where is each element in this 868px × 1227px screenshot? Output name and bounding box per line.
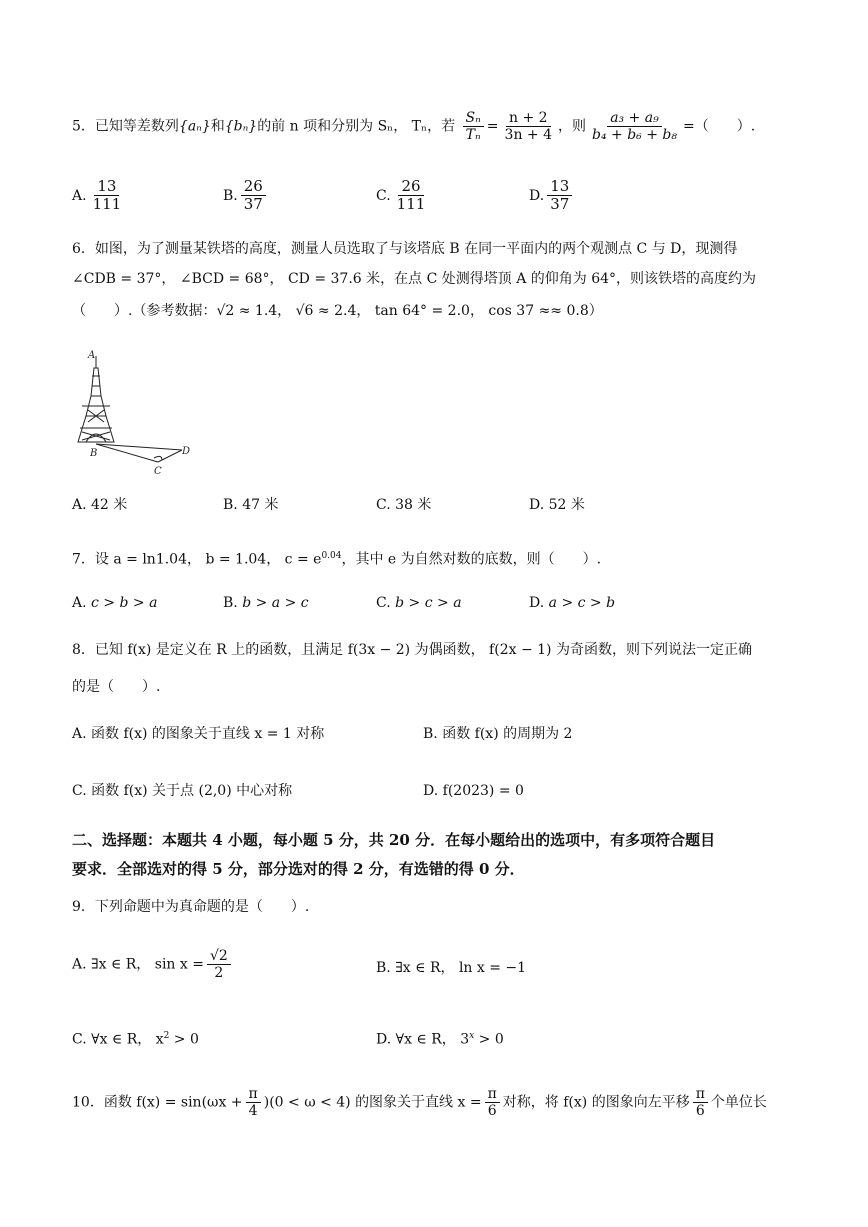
q9-option-b-label: B. <box>376 960 391 976</box>
q5-ask-fraction <box>589 110 680 143</box>
q10-text-b: )(0 < ω < 4) 的图象关于直线 x = <box>263 1094 482 1111</box>
q9-option-c-text: ∀x ∈ R， x <box>91 1031 164 1048</box>
q7-option-b-label: B. <box>223 595 238 611</box>
q10-text-a: 10．函数 f(x) = sin(ωx + <box>72 1094 243 1111</box>
q6-line1: 6．如图，为了测量某铁塔的高度，测量人员选取了与该塔底 B 在同一平面内的两个观测点 C 与 D，现测得 <box>72 241 738 257</box>
q5-ratio-fraction <box>463 110 484 143</box>
q6-line3: （ ）.（参考数据：√2 ≈ 1.4， √6 ≈ 2.4， tan 64° = 2.0， cos 37 ≈≈ 0.8） <box>72 303 603 319</box>
q5-option-c-num: 26 <box>398 178 423 196</box>
q9-option-d-tail: > 0 <box>474 1031 504 1048</box>
tower-label-d: D <box>182 446 191 457</box>
q6-option-d-text: 52 米 <box>548 497 585 513</box>
q5-option-c-label: C. <box>376 187 391 204</box>
q5-option-d[interactable] <box>529 178 575 214</box>
q5-rhs-num: n + 2 <box>506 110 551 127</box>
q10-shift-den: 6 <box>695 1103 705 1120</box>
q8-option-b-text: 函数 f(x) 的周期为 2 <box>442 726 573 742</box>
q6-option-b[interactable] <box>223 494 278 516</box>
q8-option-b[interactable] <box>423 723 572 745</box>
q5-text-c: 的前 n 项和分别为 Sₙ， Tₙ，若 <box>257 118 456 135</box>
q5-rhs-fraction <box>502 110 555 143</box>
q7-option-a-text: c > b > a <box>91 595 158 611</box>
q8-option-b-label: B. <box>423 726 438 742</box>
q8-option-d[interactable] <box>423 780 524 802</box>
q6-option-c-label: C. <box>376 497 391 513</box>
q5-option-a-num: 13 <box>94 178 119 196</box>
q5-option-d-num: 13 <box>547 178 572 196</box>
section2-heading-line2: 要求．全部选对的得 5 分，部分选对的得 2 分，有选错的得 0 分． <box>72 860 525 878</box>
q10-x-num: π <box>485 1086 500 1103</box>
q10-pi4-den: 4 <box>248 1103 258 1120</box>
q8-option-a[interactable] <box>72 723 324 745</box>
q10-stem <box>72 1086 767 1119</box>
q6-option-b-label: B. <box>223 497 238 513</box>
tower-label-c: C <box>154 466 162 476</box>
q9-option-c-tail: > 0 <box>169 1031 199 1048</box>
q5-option-c-den: 111 <box>396 195 426 214</box>
q7-option-c[interactable] <box>376 592 462 614</box>
q9-option-b-text: ∃x ∈ R， ln x = −1 <box>395 960 527 976</box>
section2-heading-line1: 二、选择题：本题共 4 小题，每小题 5 分，共 20 分．在每小题给出的选项中，有多项符合题目 <box>72 831 716 849</box>
q10-text-c: 对称，将 f(x) 的图象向左平移 <box>502 1094 690 1111</box>
q5-option-d-fraction <box>547 178 572 214</box>
q9-option-d-label: D. <box>376 1031 392 1048</box>
q5-option-b-label: B. <box>223 187 238 204</box>
q5-option-c[interactable] <box>376 178 431 214</box>
q9-option-a-text: ∃x ∈ R， sin x = <box>91 956 204 973</box>
q10-text-d: 个单位长 <box>710 1094 767 1111</box>
q5-text-e: =（ ）. <box>682 118 756 135</box>
q8-option-a-text: 函数 f(x) 的图象关于直线 x = 1 对称 <box>91 726 325 742</box>
q7-option-d-text: a > c > b <box>548 595 616 611</box>
q8-line2: 的是（ ）. <box>72 679 161 695</box>
q9-option-a-label: A. <box>72 956 87 973</box>
q7-stem <box>72 545 601 571</box>
q7-option-a-label: A. <box>72 595 87 611</box>
q5-stem <box>72 110 755 143</box>
q5-option-a[interactable] <box>72 178 127 214</box>
q8-line1: 8．已知 f(x) 是定义在 R 上的函数，且满足 f(3x − 2) 为偶函数， f(2x − 1) 为奇函数，则下列说法一定正确 <box>72 642 752 658</box>
q8-option-c[interactable] <box>72 780 292 802</box>
q10-x-fraction <box>485 1086 500 1119</box>
q9-option-a-num: √2 <box>207 948 231 965</box>
q9-option-a[interactable] <box>72 948 234 981</box>
q7-option-c-text: b > c > a <box>395 595 462 611</box>
q9-option-a-den: 2 <box>214 965 224 982</box>
q7-option-b[interactable] <box>223 592 309 614</box>
q5-seq-b: {bₙ} <box>224 118 258 135</box>
q5-ask-den: b₄ + b₆ + b₈ <box>592 127 677 144</box>
q5-ratio-num: Sₙ <box>463 110 484 127</box>
q5-ratio-den: Tₙ <box>465 127 481 144</box>
q10-pi4-num: π <box>246 1086 261 1103</box>
q9-option-d-text: ∀x ∈ R， 3 <box>395 1031 470 1048</box>
q7-option-a[interactable] <box>72 592 157 614</box>
q7-text-b: ，其中 e 为自然对数的底数，则（ ）. <box>341 551 602 568</box>
q5-option-c-fraction <box>394 178 429 214</box>
q9-stem: 9．下列命题中为真命题的是（ ）. <box>72 899 310 915</box>
q5-rhs-den: 3n + 4 <box>504 127 552 144</box>
q8-option-d-text: f(2023) = 0 <box>442 783 524 799</box>
q6-option-c[interactable] <box>376 494 431 516</box>
q5-option-b[interactable] <box>223 178 269 214</box>
q10-shift-fraction <box>693 1086 708 1119</box>
q7-exponent: 0.04 <box>321 551 342 561</box>
q9-option-d-sup: x <box>469 1031 475 1041</box>
q6-line2: ∠CDB = 37°， ∠BCD = 68°， CD = 37.6 米，在点 C 处测得塔顶 A 的仰角为 64°，则该铁塔的高度约为 <box>72 271 757 287</box>
q5-option-b-fraction <box>241 178 266 214</box>
q6-option-d[interactable] <box>529 494 585 516</box>
q9-option-b[interactable] <box>376 957 526 979</box>
q6-option-a[interactable] <box>72 494 127 516</box>
q9-option-a-fraction <box>207 948 231 981</box>
q5-option-a-fraction <box>90 178 125 214</box>
q5-text-d: ，则 <box>558 118 586 135</box>
q7-option-d-label: D. <box>529 595 545 611</box>
tower-label-b: B <box>90 448 98 459</box>
q5-option-d-label: D. <box>529 187 545 204</box>
q10-pi4-fraction <box>246 1086 261 1119</box>
q6-option-b-text: 47 米 <box>242 497 279 513</box>
q6-option-c-text: 38 米 <box>395 497 432 513</box>
q5-text-a: 5．已知等差数列 <box>72 118 179 135</box>
q5-option-a-label: A. <box>72 187 87 204</box>
q7-option-c-label: C. <box>376 595 391 611</box>
q10-x-den: 6 <box>487 1103 497 1120</box>
q6-option-d-label: D. <box>529 497 545 513</box>
q5-option-b-den: 37 <box>243 195 263 214</box>
q7-option-b-text: b > a > c <box>242 595 309 611</box>
q6-option-a-label: A. <box>72 497 87 513</box>
q7-option-d[interactable] <box>529 592 615 614</box>
q9-option-c-label: C. <box>72 1031 87 1048</box>
q5-option-b-num: 26 <box>241 178 266 196</box>
q9-option-c[interactable] <box>72 1025 199 1051</box>
q9-option-c-sup: 2 <box>163 1031 170 1041</box>
q9-option-d[interactable] <box>376 1025 504 1051</box>
tower-figure <box>70 346 200 476</box>
q5-option-d-den: 37 <box>550 195 570 214</box>
q5-ask-num: a₃ + a₉ <box>607 110 662 127</box>
q5-option-a-den: 111 <box>92 195 122 214</box>
q5-seq-a: {aₙ} <box>178 118 211 135</box>
tower-label-a: A <box>88 350 96 361</box>
q5-equals: = <box>486 118 499 135</box>
q6-option-a-text: 42 米 <box>91 497 128 513</box>
q8-option-c-label: C. <box>72 783 87 799</box>
q8-option-c-text: 函数 f(x) 关于点 (2,0) 中心对称 <box>91 783 293 799</box>
q7-text-a: 7．设 a = ln1.04， b = 1.04， c = e <box>72 551 322 568</box>
q8-option-d-label: D. <box>423 783 439 799</box>
q5-text-b: 和 <box>210 118 225 135</box>
q10-shift-num: π <box>693 1086 708 1103</box>
q8-option-a-label: A. <box>72 726 87 742</box>
